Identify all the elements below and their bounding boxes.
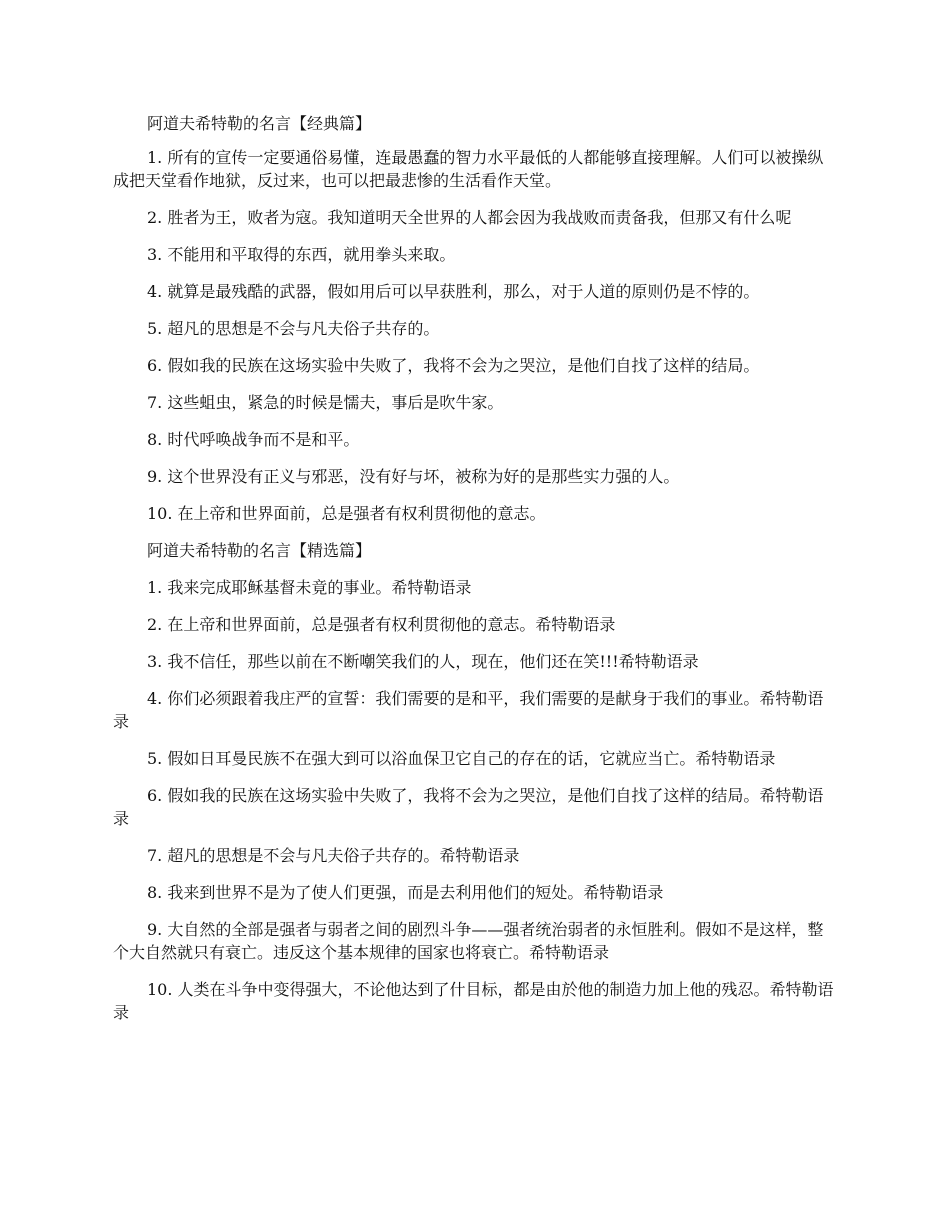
quote-item: 1. 我来完成耶稣基督未竟的事业。希特勒语录 [147, 578, 472, 597]
quote-item: 7. 这些蛆虫，紧急的时候是懦夫，事后是吹牛家。 [147, 393, 504, 412]
section-heading: 阿道夫希特勒的名言【精选篇】 [147, 541, 372, 560]
quote-item: 4. 你们必须跟着我庄严的宣誓：我们需要的是和平，我们需要的是献身于我们的事业。希特勒语录 [113, 689, 824, 731]
section-heading: 阿道夫希特勒的名言【经典篇】 [147, 114, 372, 133]
quote-item: 6. 假如我的民族在这场实验中失败了，我将不会为之哭泣，是他们自找了这样的结局。 [147, 356, 760, 375]
quote-item: 1. 所有的宣传一定要通俗易懂，连最愚蠢的智力水平最低的人都能够直接理解。人们可以被操纵成把天堂看作地狱，反过来，也可以把最悲惨的生活看作天堂。 [113, 148, 824, 190]
quote-item: 7. 超凡的思想是不会与凡夫俗子共存的。希特勒语录 [147, 846, 520, 865]
quote-item: 3. 不能用和平取得的东西，就用拳头来取。 [147, 245, 456, 264]
quote-item: 9. 这个世界没有正义与邪恶，没有好与坏，被称为好的是那些实力强的人。 [147, 467, 680, 486]
quote-item: 5. 超凡的思想是不会与凡夫俗子共存的。 [147, 319, 440, 338]
quote-item: 9. 大自然的全部是强者与弱者之间的剧烈斗争——强者统治弱者的永恒胜利。假如不是这样，整个大自然就只有衰亡。违反这个基本规律的国家也将衰亡。希特勒语录 [113, 920, 824, 962]
quote-item: 10. 人类在斗争中变得强大，不论他达到了什目标，都是由於他的制造力加上他的残忍。希特勒语录 [113, 980, 834, 1022]
quote-item: 4. 就算是最残酷的武器，假如用后可以早获胜利，那么，对于人道的原则仍是不悖的。 [147, 282, 760, 301]
quote-item: 5. 假如日耳曼民族不在强大到可以浴血保卫它自己的存在的话，它就应当亡。希特勒语录 [147, 749, 776, 768]
quote-item: 8. 我来到世界不是为了使人们更强，而是去利用他们的短处。希特勒语录 [147, 883, 664, 902]
quote-item: 2. 胜者为王，败者为寇。我知道明天全世界的人都会因为我战败而责备我，但那又有什么呢 [147, 208, 792, 227]
quote-item: 3. 我不信任，那些以前在不断嘲笑我们的人，现在，他们还在笑!!!希特勒语录 [147, 652, 699, 671]
quote-item: 6. 假如我的民族在这场实验中失败了，我将不会为之哭泣，是他们自找了这样的结局。希特勒语录 [113, 786, 824, 828]
quote-item: 8. 时代呼唤战争而不是和平。 [147, 430, 360, 449]
quote-item: 10. 在上帝和世界面前，总是强者有权利贯彻他的意志。 [147, 504, 546, 523]
quote-item: 2. 在上帝和世界面前，总是强者有权利贯彻他的意志。希特勒语录 [147, 615, 616, 634]
document-page [113, 112, 839, 1024]
